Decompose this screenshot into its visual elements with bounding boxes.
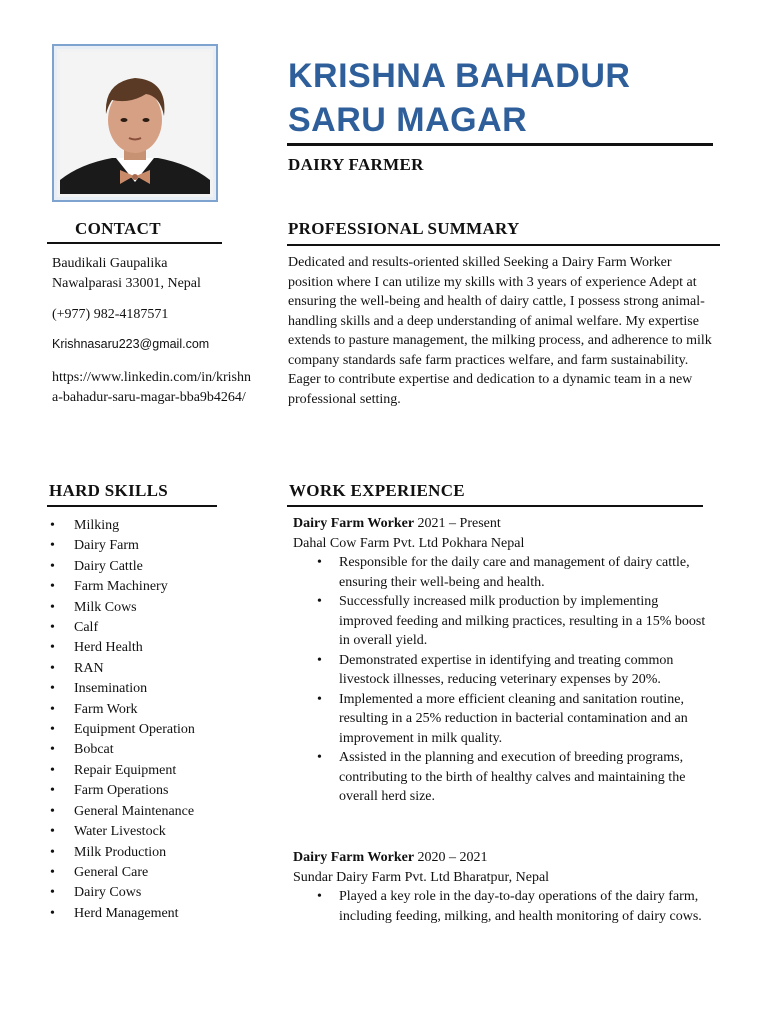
name-divider xyxy=(287,143,713,146)
person-portrait-image xyxy=(60,52,210,194)
skill-item: • Insemination xyxy=(48,679,195,699)
job-entry xyxy=(293,848,713,926)
skill-item: • Equipment Operation xyxy=(48,720,195,740)
job-title: Dairy Farm Worker xyxy=(293,516,415,531)
hard-skills-divider xyxy=(47,505,217,507)
job-entry xyxy=(293,514,713,807)
summary-divider xyxy=(287,244,720,246)
skill-item: • Herd Management xyxy=(48,904,195,924)
job-bullets xyxy=(293,887,713,926)
skill-item: • Milking xyxy=(48,516,195,536)
skill-item: • Farm Machinery xyxy=(48,577,195,597)
job-bullet: • Successfully increased milk production by implementing improved feeding and milking practices, resulting in a 15% boost in overall yield. xyxy=(293,592,713,651)
skill-item: • Milk Production xyxy=(48,843,195,863)
email-address[interactable]: Krishnasaru223@gmail.com xyxy=(52,337,210,351)
skill-item: • General Care xyxy=(48,863,195,883)
job-bullet: • Played a key role in the day-to-day operations of the dairy farm, including feeding, milking, and health monitoring of dairy cows. xyxy=(293,887,713,926)
hard-skills-list xyxy=(48,516,195,924)
skill-item: • Calf xyxy=(48,618,195,638)
skill-item: • Dairy Cows xyxy=(48,883,195,903)
job-bullet: • Implemented a more efficient cleaning and sanitation routine, resulting in a 25% reduction in bacterial contamination and an improvement in milk quality. xyxy=(293,690,713,749)
job-bullets xyxy=(293,553,713,807)
skill-item: • Bobcat xyxy=(48,740,195,760)
job-company: Sundar Dairy Farm Pvt. Ltd Bharatpur, Nepal xyxy=(293,869,550,885)
job-dates: 2021 – Present xyxy=(414,516,501,531)
skill-item: • Dairy Cattle xyxy=(48,557,195,577)
skill-item: • Dairy Farm xyxy=(48,536,195,556)
skill-item: • Repair Equipment xyxy=(48,761,195,781)
job-dates: 2020 – 2021 xyxy=(414,850,488,865)
skill-item: • RAN xyxy=(48,659,195,679)
contact-heading: CONTACT xyxy=(75,219,161,238)
address xyxy=(52,254,242,293)
work-experience-heading: WORK EXPERIENCE xyxy=(289,481,465,500)
skill-item: • Farm Operations xyxy=(48,781,195,801)
profile-photo xyxy=(52,44,218,202)
skill-item: • Water Livestock xyxy=(48,822,195,842)
summary-heading: PROFESSIONAL SUMMARY xyxy=(288,219,520,238)
job-company: Dahal Cow Farm Pvt. Ltd Pokhara Nepal xyxy=(293,535,525,551)
skill-item: • Herd Health xyxy=(48,638,195,658)
name-line-1: KRISHNA BAHADUR xyxy=(288,57,631,95)
contact-divider xyxy=(47,242,222,244)
job-bullet: • Responsible for the daily care and management of dairy cattle, ensuring their well-being and health. xyxy=(293,553,713,592)
job-header xyxy=(293,848,713,868)
linkedin-link[interactable]: https://www.linkedin.com/in/krishna-bahadur-saru-magar-bba9b4264/ xyxy=(52,370,251,405)
skill-item: • Milk Cows xyxy=(48,598,195,618)
job-bullet: • Demonstrated expertise in identifying and treating common livestock illnesses, reducing veterinary expenses by 20%. xyxy=(293,651,713,690)
skill-item: • Farm Work xyxy=(48,700,195,720)
name-line-2: SARU MAGAR xyxy=(288,101,528,139)
skill-item: • General Maintenance xyxy=(48,802,195,822)
work-experience-divider xyxy=(287,505,703,507)
summary-text: Dedicated and results-oriented skilled Seeking a Dairy Farm Worker position where I can utilize my skills with 3 years of experience Adept at ensuring the well-being and health of dairy cattle, I possess strong animal-handling skills and a deep understanding of animal welfare. My expertise extends to pasture management, the milking process, and adherence to milk company standards safe farm practices welfare, and farm sustainability. Eager to contribute expertise and dedication to a dynamic team in a new professional setting. xyxy=(288,255,712,407)
hard-skills-heading: HARD SKILLS xyxy=(49,481,169,500)
address-line-2: Nawalparasi 33001, Nepal xyxy=(52,275,201,291)
job-title: DAIRY FARMER xyxy=(288,155,424,174)
phone-number: (+977) 982-4187571 xyxy=(52,307,169,322)
address-line-1: Baudikali Gaupalika xyxy=(52,256,168,271)
job-bullet: • Assisted in the planning and execution of breeding programs, contributing to the birth of healthy calves and maintaining the overall herd size. xyxy=(293,748,713,807)
job-header xyxy=(293,514,713,534)
candidate-name xyxy=(288,54,728,142)
job-title: Dairy Farm Worker xyxy=(293,850,415,865)
